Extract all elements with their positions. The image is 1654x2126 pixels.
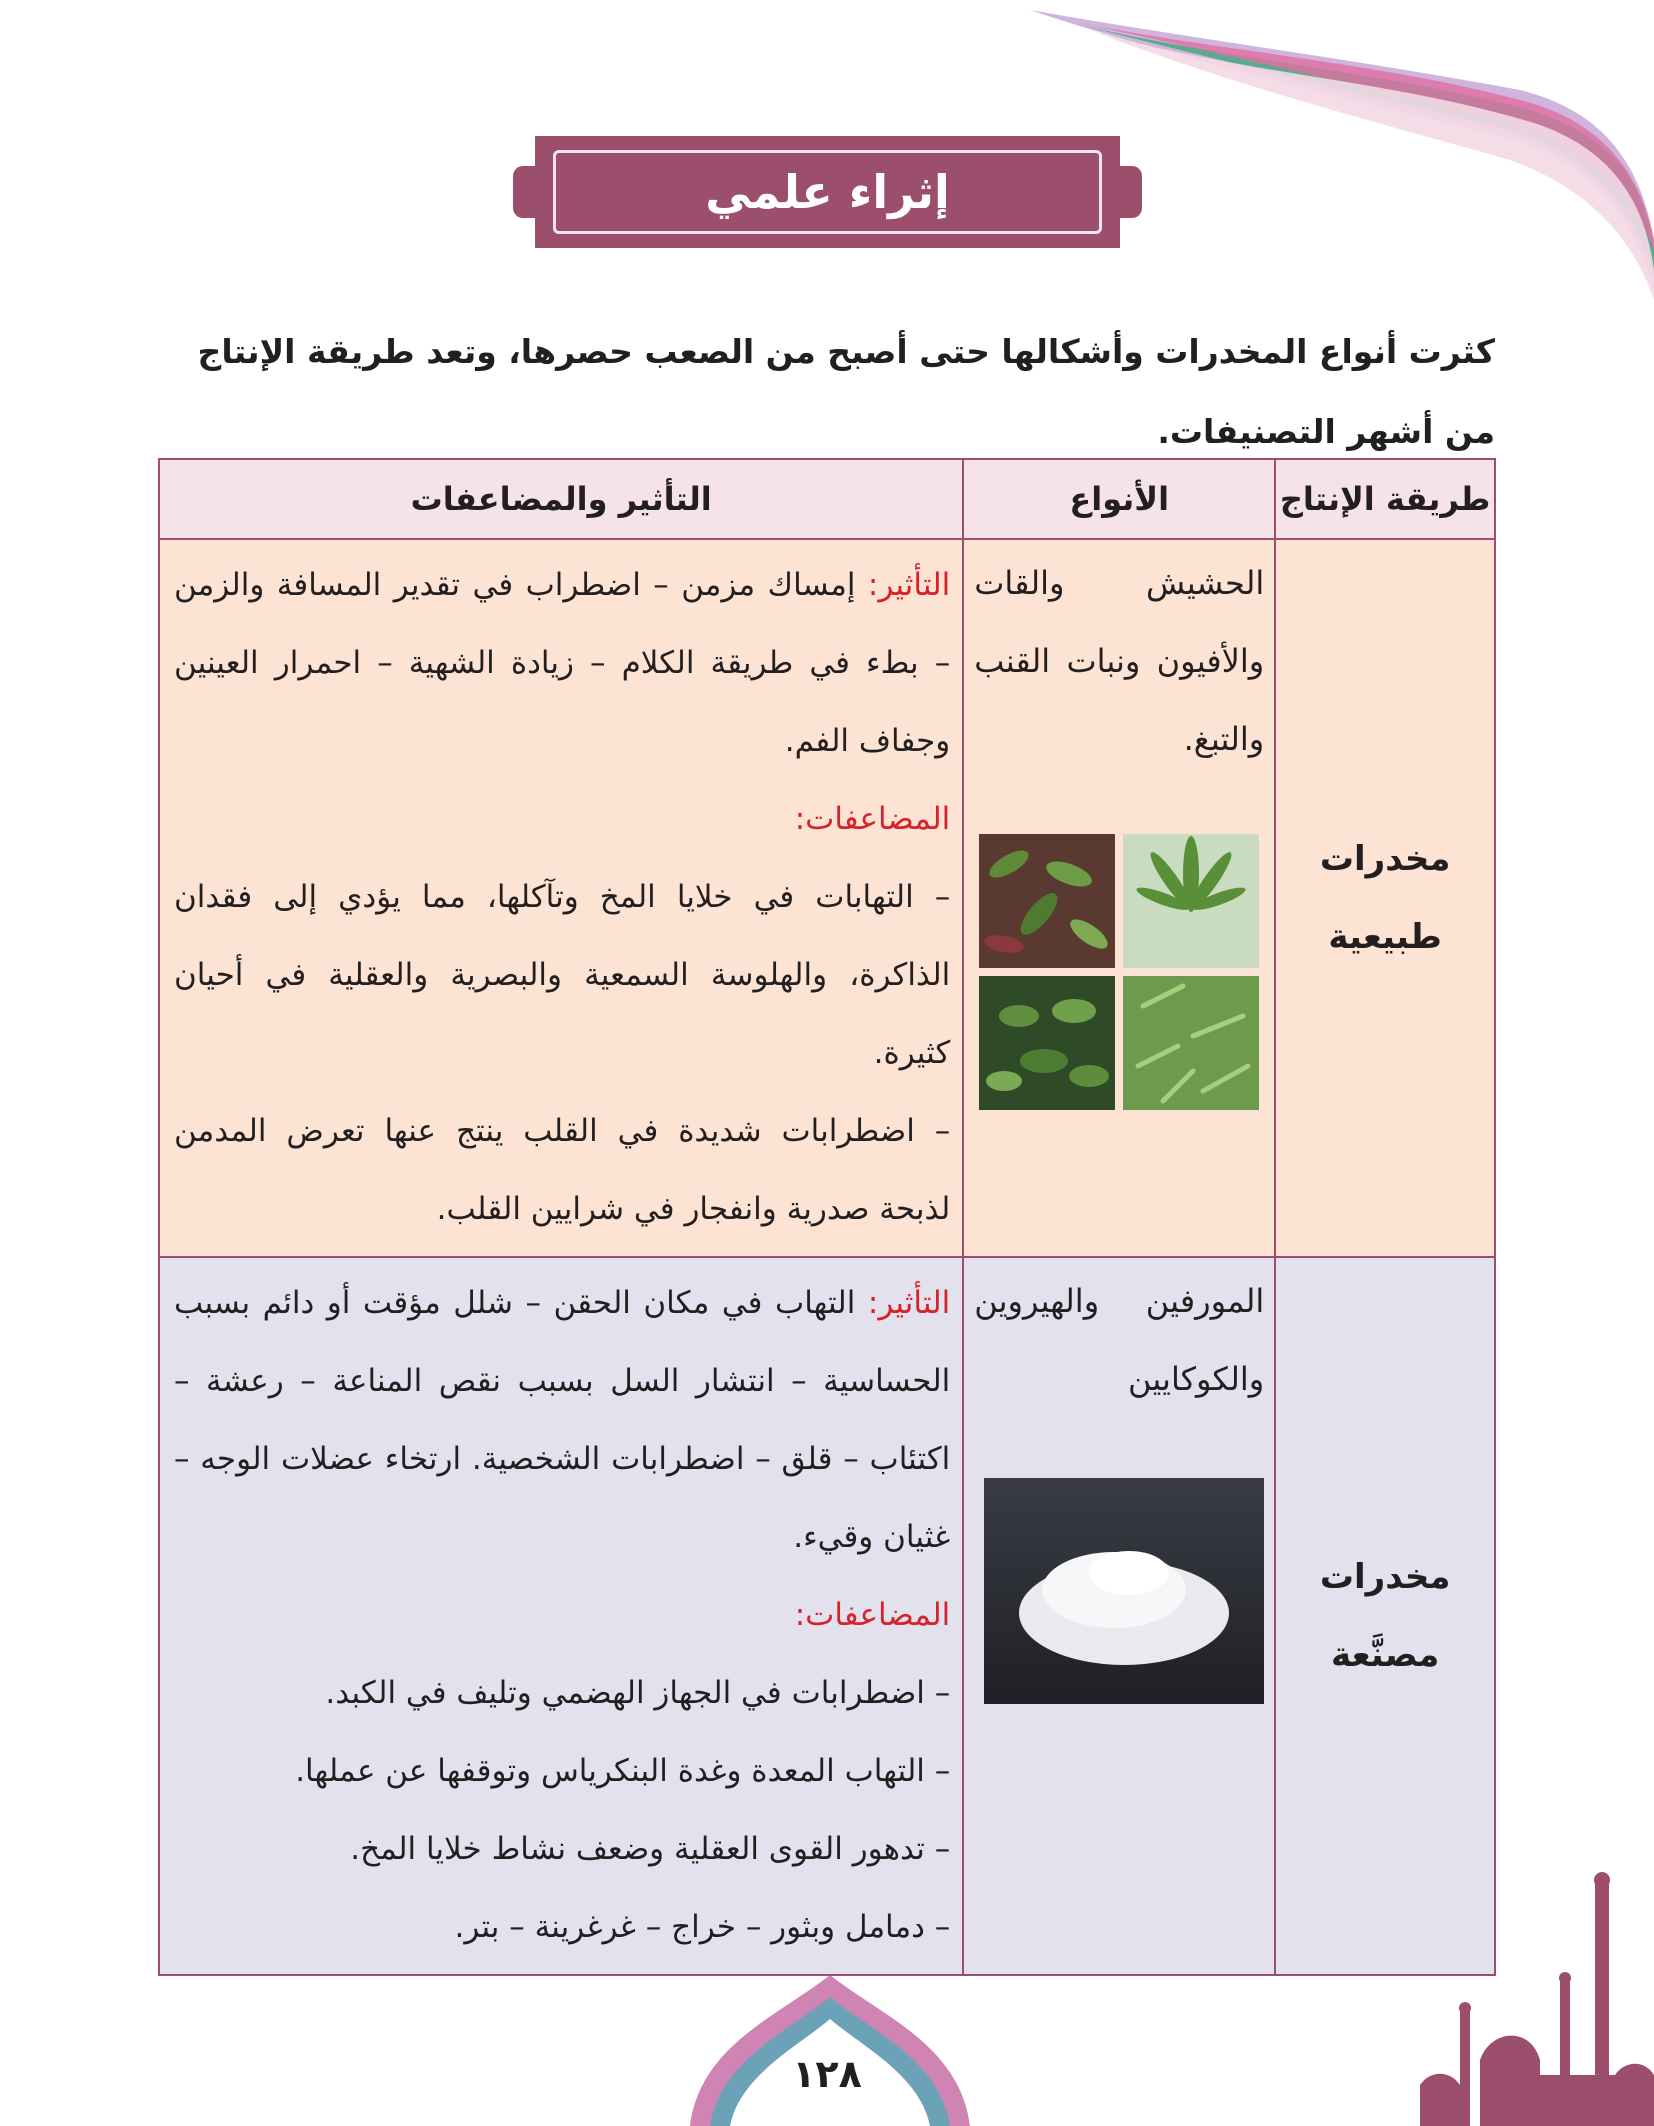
drug-classification-table: [158, 458, 1496, 1976]
plant-image-tea-leaves: [979, 976, 1115, 1110]
types-natural: [963, 539, 1275, 1257]
types-synthetic: [963, 1257, 1275, 1975]
effect-label: التأثير:: [867, 567, 951, 603]
complication-item: – اضطرابات شديدة في القلب ينتج عنها تعرض المدمن لذبحة صدرية وانفجار في شرايين القلب.: [174, 1113, 951, 1227]
effect-paragraph: [174, 1264, 950, 1576]
table-row: [159, 539, 1495, 1257]
header-effects: التأثير والمضاعفات: [159, 459, 963, 539]
types-text: الحشيش والقات والأفيون ونبات القنب والتبغ.: [974, 564, 1265, 758]
complications-label: المضاعفات:: [794, 801, 951, 837]
complication-item: – دمامل وبثور – خراج – غرغرينة – بتر.: [454, 1909, 951, 1945]
effects-natural: [159, 539, 963, 1257]
effect-text: إمساك مزمن – اضطراب في تقدير المسافة والزمن – بطء في طريقة الكلام – زيادة الشهية – احمرار العينين وجفاف الفم.: [174, 567, 951, 759]
effect-text: التهاب في مكان الحقن – شلل مؤقت أو دائم بسبب الحساسية – انتشار السل بسبب نقص المناعة – رعشة – اكتئاب – قلق – اضطرابات الشخصية. ارتخاء عضلات الوجه – غثيان وقيء.: [174, 1285, 951, 1555]
method-label: مخدرات طبيعية: [1319, 839, 1451, 957]
section-title-box: [535, 136, 1120, 248]
complication-item: – اضطرابات في الجهاز الهضمي وتليف في الكبد.: [325, 1675, 951, 1711]
complication-item: – تدهور القوى العقلية وضعف نشاط خلايا المخ.: [350, 1831, 951, 1867]
effect-paragraph: [174, 546, 950, 780]
effects-synthetic: [159, 1257, 963, 1975]
method-natural: [1275, 539, 1495, 1257]
plant-image-leaves-red: [979, 834, 1115, 968]
intro-paragraph: كثرت أنواع المخدرات وأشكالها حتى أصبح من الصعب حصرها، وتعد طريقة الإنتاج من أشهر التصنيفات.: [197, 332, 1495, 451]
table-header-row: [159, 459, 1495, 539]
effect-label: التأثير:: [867, 1285, 951, 1321]
header-types: الأنواع: [963, 459, 1275, 539]
plant-image-cannabis-field: [1123, 976, 1259, 1110]
complications-label: المضاعفات:: [794, 1597, 951, 1633]
arch-decoration: [680, 1975, 980, 2126]
complication-item: – التهابات في خلايا المخ وتآكلها، مما يؤدي إلى فقدان الذاكرة، والهلوسة السمعية والبصرية والعقلية في أحيان كثيرة.: [174, 879, 951, 1071]
header-method: طريقة الإنتاج: [1275, 459, 1495, 539]
complication-item: – التهاب المعدة وغدة البنكرياس وتوقفها عن عملها.: [295, 1753, 951, 1789]
plant-images: [979, 834, 1259, 1110]
table-row: [159, 1257, 1495, 1975]
plant-image-cannabis-leaf: [1123, 834, 1259, 968]
method-label: مخدرات مصنَّعة: [1319, 1557, 1451, 1675]
powder-image: [984, 1478, 1264, 1704]
types-text: المورفين والهيروين والكوكايين: [974, 1282, 1265, 1398]
section-title: إثراء علمي: [705, 165, 950, 219]
page-number: ١٢٨: [792, 2052, 862, 2096]
